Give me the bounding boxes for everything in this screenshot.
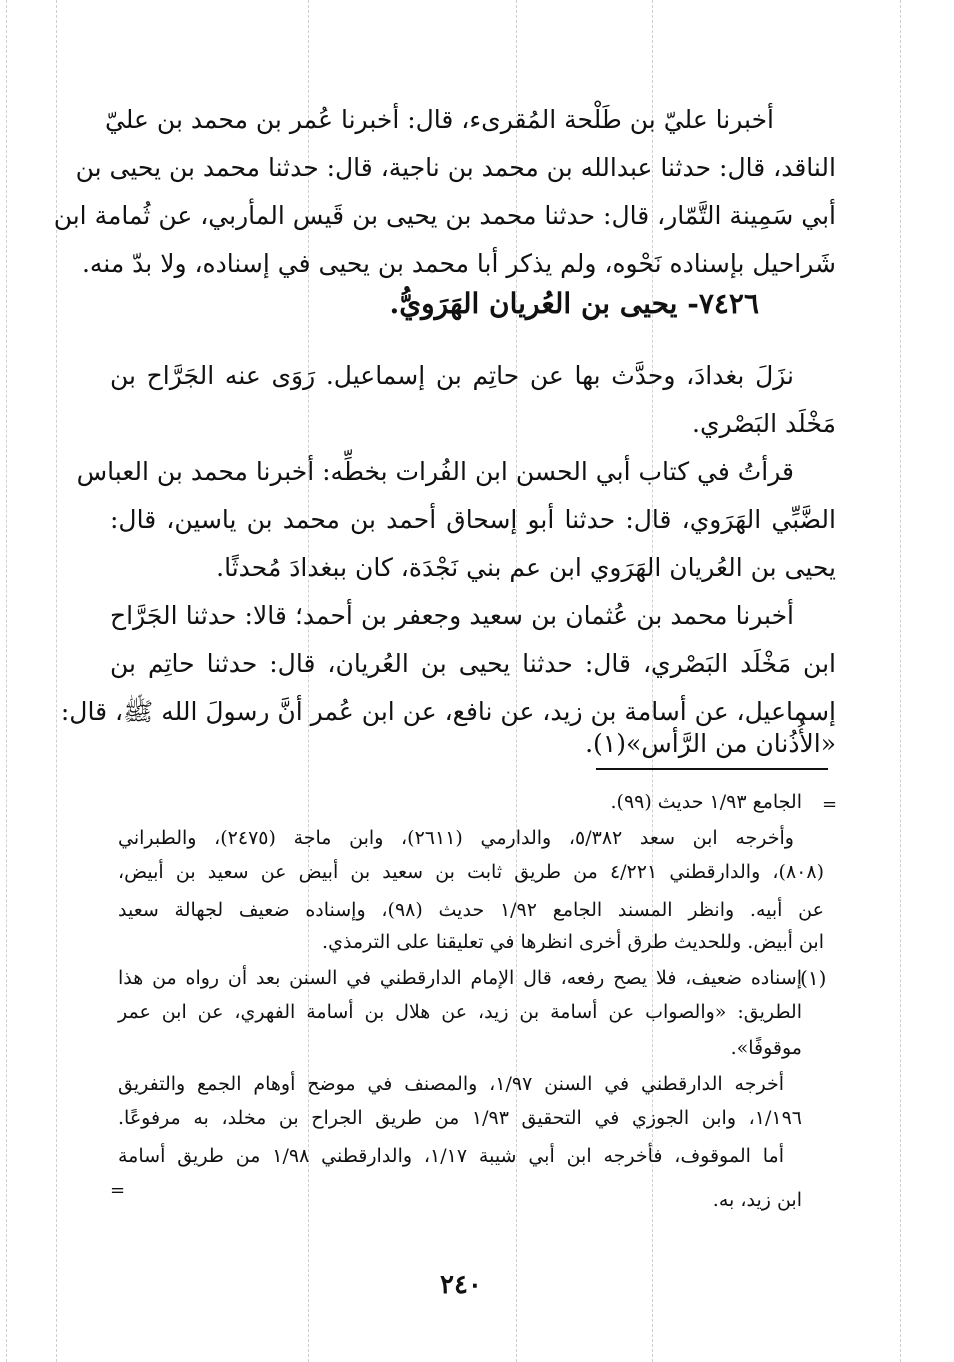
footnote-1-line: ابن زيد، به. [712,1189,802,1211]
footnote-continuation-line: عن أبيه. وانظر المسند الجامع ١/٩٢ حديث (٩٨)، وإسناده ضعيف لجهالة سعيد [118,899,824,921]
footnote-continuation-line: الجامع ١/٩٣ حديث (٩٩). [610,791,802,813]
paragraph-3-line: الضَّبِّي الهَرَوي، قال: حدثنا أبو إسحاق أحمد بن محمد بن ياسين، قال: [110,505,836,534]
paragraph-3-line: يحيى بن العُريان الهَرَوي ابن عم بني نَجْدَة، كان ببغدادَ مُحدثًا. [216,553,836,582]
paragraph-1-line: أخبرنا عليّ بن طَلْحة المُقرىء، قال: أخبرنا عُمر بن محمد بن عليّ [104,105,774,134]
entry-heading: ٧٤٢٦- يحيى بن العُريان الهَرَويُّ. [389,287,759,320]
scan-guide-line [6,0,7,1362]
paragraph-2-line: مَخْلَد البَصْري. [692,409,836,438]
paragraph-4-line: أخبرنا محمد بن عُثمان بن سعيد وجعفر بن أحمد؛ قالا: حدثنا الجَرَّاح [110,601,794,630]
footnote-1-line: موقوفًا». [730,1037,802,1059]
scan-guide-line [900,0,901,1362]
paragraph-1-line: أبي سَمِينة التَّمّار، قال: حدثنا محمد بن يحيى بن قَيس المأربي، عن ثُمامة ابن [53,201,836,230]
trailing-mark: = [110,1180,126,1201]
continuation-mark: = [822,794,838,815]
page-number: ٢٤٠ [440,1270,482,1300]
paragraph-3-line: قرأتُ في كتاب أبي الحسن ابن الفُرات بخطِّه: أخبرنا محمد بن العباس [76,457,794,486]
footnote-continuation-line: ابن أبيض. وللحديث طرق أخرى انظرها في تعليقنا على الترمذي. [322,931,824,953]
paragraph-1-line: الناقد، قال: حدثنا عبدالله بن محمد بن ناجية، قال: حدثنا محمد بن يحيى بن [75,153,836,182]
paragraph-4-line: إسماعيل، عن أسامة بن زيد، عن نافع، عن ابن عُمر أنَّ رسولَ الله ﷺ، قال: [60,697,836,726]
footnote-1-marker: (١) [800,966,827,990]
footnote-1-line: أما الموقوف، فأخرجه ابن أبي شيبة ١/١٧، والدارقطني ١/٩٨ من طريق أسامة [118,1145,784,1167]
footnote-continuation-line: وأخرجه ابن سعد ٥/٣٨٢، والدارمي (٢٦١١)، وابن ماجة (٢٤٧٥)، والطبراني [118,827,794,849]
footnote-1-line: ١/١٩٦، وابن الجوزي في التحقيق ١/٩٣ من طريق الجراح بن مخلد، به مرفوعًا. [118,1107,803,1129]
footnote-1-line: أخرجه الدارقطني في السنن ١/٩٧، والمصنف في موضح أوهام الجمع والتفريق [118,1073,784,1095]
paragraph-4-line: ابن مَخْلَد البَصْري، قال: حدثنا يحيى بن العُريان، قال: حدثنا حاتِم بن [110,649,836,678]
footnote-separator [596,768,828,770]
footnote-1-line: إسناده ضعيف، فلا يصح رفعه، قال الإمام الدارقطني في السنن بعد أن رواه من هذا [118,967,802,989]
footnote-continuation-line: (٨٠٨)، والدارقطني ٤/٢٢١ من طريق ثابت بن سعيد بن أبيض عن سعيد بن أبيض، [118,861,824,883]
paragraph-2-line: نزَلَ بغدادَ، وحدَّث بها عن حاتِم بن إسماعيل. رَوَى عنه الجَرَّاح بن [110,361,794,390]
footnote-1-line: الطريق: «والصواب عن أسامة بن زيد، عن هلال بن أسامة الفهري، عن ابن عمر [118,1001,802,1023]
paragraph-4-line: «الأُذُنان من الرَّأس»(١). [585,729,836,758]
paragraph-1-line: شَراحيل بإسناده نَحْوه، ولم يذكر أبا محمد بن يحيى في إسناده، ولا بدّ منه. [81,249,836,278]
